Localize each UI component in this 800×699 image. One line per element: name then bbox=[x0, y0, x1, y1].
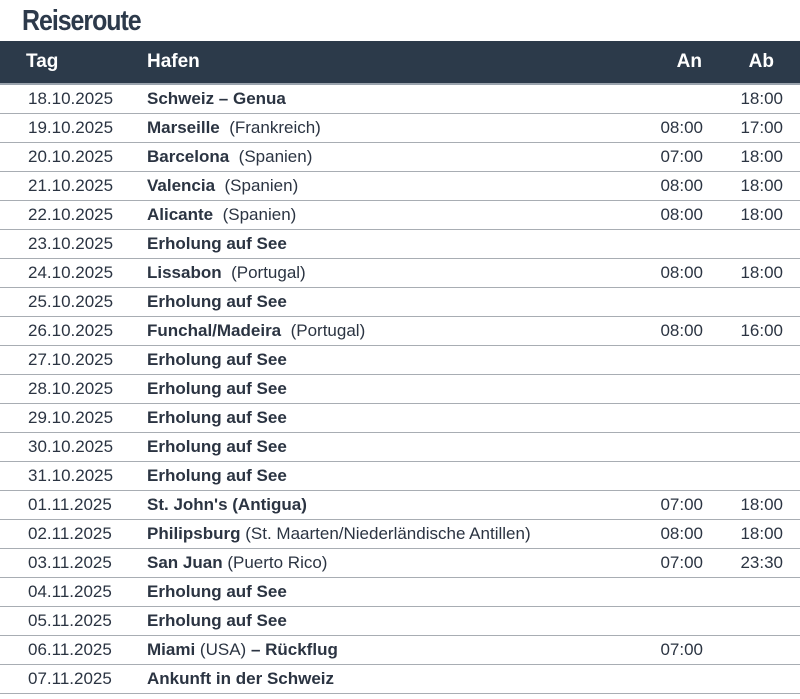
row-departure: 16:00 bbox=[740, 320, 783, 340]
table-row bbox=[0, 374, 800, 403]
row-arrival bbox=[645, 345, 727, 374]
port-name: Erholung auf See bbox=[147, 233, 287, 253]
row-departure bbox=[727, 606, 800, 635]
port-name: Schweiz – Genua bbox=[147, 88, 286, 108]
row-date: 04.11.2025 bbox=[28, 581, 112, 601]
row-port bbox=[147, 519, 645, 548]
row-departure: 18:00 bbox=[740, 523, 783, 543]
row-departure: 17:00 bbox=[740, 117, 783, 137]
row-port bbox=[147, 374, 645, 403]
row-departure bbox=[727, 635, 800, 664]
table-row bbox=[0, 345, 800, 374]
row-departure: 18:00 bbox=[740, 88, 783, 108]
row-date: 27.10.2025 bbox=[28, 349, 114, 369]
table-row bbox=[0, 287, 800, 316]
row-arrival bbox=[645, 577, 727, 606]
row-date: 31.10.2025 bbox=[28, 465, 114, 485]
port-country: (Spanien) bbox=[222, 204, 297, 224]
row-port bbox=[147, 316, 645, 345]
row-departure bbox=[727, 461, 800, 490]
table-row bbox=[0, 490, 800, 519]
row-arrival: 07:00 bbox=[660, 552, 703, 572]
row-date: 06.11.2025 bbox=[28, 639, 112, 659]
row-date: 23.10.2025 bbox=[28, 233, 114, 253]
table-row bbox=[0, 200, 800, 229]
table-row bbox=[0, 548, 800, 577]
column-header-hafen: Hafen bbox=[147, 41, 645, 84]
port-name: Erholung auf See bbox=[147, 407, 287, 427]
row-arrival bbox=[645, 606, 727, 635]
row-arrival: 08:00 bbox=[660, 262, 703, 282]
row-date: 25.10.2025 bbox=[28, 291, 114, 311]
row-port bbox=[147, 287, 645, 316]
row-departure bbox=[727, 432, 800, 461]
row-date: 26.10.2025 bbox=[28, 320, 114, 340]
row-departure bbox=[727, 287, 800, 316]
row-arrival: 08:00 bbox=[660, 523, 703, 543]
row-departure bbox=[727, 345, 800, 374]
row-port bbox=[147, 490, 645, 519]
port-name: Erholung auf See bbox=[147, 465, 287, 485]
port-name: Erholung auf See bbox=[147, 349, 287, 369]
row-port bbox=[147, 432, 645, 461]
port-suffix: – Rückflug bbox=[250, 639, 338, 659]
column-header-an: An bbox=[645, 41, 727, 84]
row-arrival bbox=[645, 374, 727, 403]
row-departure bbox=[727, 664, 800, 693]
row-date: 07.11.2025 bbox=[28, 668, 112, 688]
column-header-tag: Tag bbox=[0, 41, 147, 84]
port-name: Funchal/Madeira bbox=[147, 320, 282, 340]
row-port bbox=[147, 113, 645, 142]
port-name: Alicante bbox=[147, 204, 214, 224]
table-row bbox=[0, 403, 800, 432]
port-country: (Spanien) bbox=[238, 146, 313, 166]
row-departure: 23:30 bbox=[740, 552, 783, 572]
row-date: 18.10.2025 bbox=[28, 88, 114, 108]
row-arrival: 07:00 bbox=[660, 146, 703, 166]
row-port bbox=[147, 403, 645, 432]
table-row bbox=[0, 142, 800, 171]
port-country: (Portugal) bbox=[231, 262, 306, 282]
row-port bbox=[147, 171, 645, 200]
port-name: Miami bbox=[147, 639, 196, 659]
row-date: 29.10.2025 bbox=[28, 407, 114, 427]
row-departure bbox=[727, 577, 800, 606]
port-name: Erholung auf See bbox=[147, 610, 287, 630]
row-date: 19.10.2025 bbox=[28, 117, 114, 137]
row-date: 22.10.2025 bbox=[28, 204, 114, 224]
table-row bbox=[0, 84, 800, 113]
port-name: St. John's (Antigua) bbox=[147, 494, 307, 514]
port-country: (Puerto Rico) bbox=[227, 552, 328, 572]
row-port bbox=[147, 606, 645, 635]
column-header-ab: Ab bbox=[727, 41, 800, 84]
port-name: Erholung auf See bbox=[147, 436, 287, 456]
port-name: Valencia bbox=[147, 175, 216, 195]
table-row bbox=[0, 461, 800, 490]
row-arrival bbox=[645, 229, 727, 258]
row-departure: 18:00 bbox=[740, 494, 783, 514]
row-date: 30.10.2025 bbox=[28, 436, 114, 456]
row-departure: 18:00 bbox=[740, 262, 783, 282]
row-arrival bbox=[645, 461, 727, 490]
port-name: Erholung auf See bbox=[147, 581, 287, 601]
row-departure: 18:00 bbox=[740, 204, 783, 224]
row-port bbox=[147, 142, 645, 171]
row-date: 01.11.2025 bbox=[28, 494, 112, 514]
row-arrival: 08:00 bbox=[660, 204, 703, 224]
table-row bbox=[0, 113, 800, 142]
row-departure bbox=[727, 374, 800, 403]
row-port bbox=[147, 258, 645, 287]
row-departure bbox=[727, 229, 800, 258]
port-name: Barcelona bbox=[147, 146, 230, 166]
port-name: Erholung auf See bbox=[147, 291, 287, 311]
row-arrival bbox=[645, 287, 727, 316]
row-arrival: 08:00 bbox=[660, 320, 703, 340]
row-port bbox=[147, 548, 645, 577]
row-arrival: 07:00 bbox=[660, 639, 703, 659]
row-departure bbox=[727, 403, 800, 432]
table-row bbox=[0, 171, 800, 200]
row-date: 24.10.2025 bbox=[28, 262, 114, 282]
row-arrival bbox=[645, 84, 727, 113]
row-arrival bbox=[645, 664, 727, 693]
row-date: 03.11.2025 bbox=[28, 552, 112, 572]
row-port bbox=[147, 84, 645, 113]
row-arrival: 07:00 bbox=[660, 494, 703, 514]
port-country: (Spanien) bbox=[224, 175, 299, 195]
port-country: (St. Maarten/Niederländische Antillen) bbox=[245, 523, 531, 543]
table-row bbox=[0, 316, 800, 345]
row-port bbox=[147, 229, 645, 258]
row-date: 05.11.2025 bbox=[28, 610, 112, 630]
row-date: 28.10.2025 bbox=[28, 378, 114, 398]
table-row bbox=[0, 664, 800, 693]
port-name: Marseille bbox=[147, 117, 220, 137]
port-country: (USA) bbox=[199, 639, 247, 659]
row-port bbox=[147, 345, 645, 374]
itinerary-table bbox=[0, 41, 800, 694]
row-arrival bbox=[645, 432, 727, 461]
row-departure: 18:00 bbox=[740, 146, 783, 166]
table-header-row bbox=[0, 41, 800, 84]
row-port bbox=[147, 664, 645, 693]
table-row bbox=[0, 519, 800, 548]
row-date: 02.11.2025 bbox=[28, 523, 112, 543]
row-port bbox=[147, 461, 645, 490]
row-date: 20.10.2025 bbox=[28, 146, 114, 166]
port-name: Erholung auf See bbox=[147, 378, 287, 398]
port-name: Lissabon bbox=[147, 262, 222, 282]
table-row bbox=[0, 229, 800, 258]
row-arrival bbox=[645, 403, 727, 432]
table-row bbox=[0, 606, 800, 635]
port-name: Ankunft in der Schweiz bbox=[147, 668, 335, 688]
row-departure: 18:00 bbox=[740, 175, 783, 195]
port-name: San Juan bbox=[147, 552, 223, 572]
row-arrival: 08:00 bbox=[660, 175, 703, 195]
table-row bbox=[0, 432, 800, 461]
row-port bbox=[147, 577, 645, 606]
row-date: 21.10.2025 bbox=[28, 175, 114, 195]
port-country: (Portugal) bbox=[290, 320, 366, 340]
table-row bbox=[0, 635, 800, 664]
page-title: Reiseroute bbox=[22, 5, 141, 37]
table-body bbox=[0, 84, 800, 693]
row-arrival: 08:00 bbox=[660, 117, 703, 137]
row-port bbox=[147, 200, 645, 229]
port-name: Philipsburg bbox=[147, 523, 241, 543]
row-port bbox=[147, 635, 645, 664]
table-row bbox=[0, 577, 800, 606]
port-country: (Frankreich) bbox=[229, 117, 321, 137]
table-row bbox=[0, 258, 800, 287]
